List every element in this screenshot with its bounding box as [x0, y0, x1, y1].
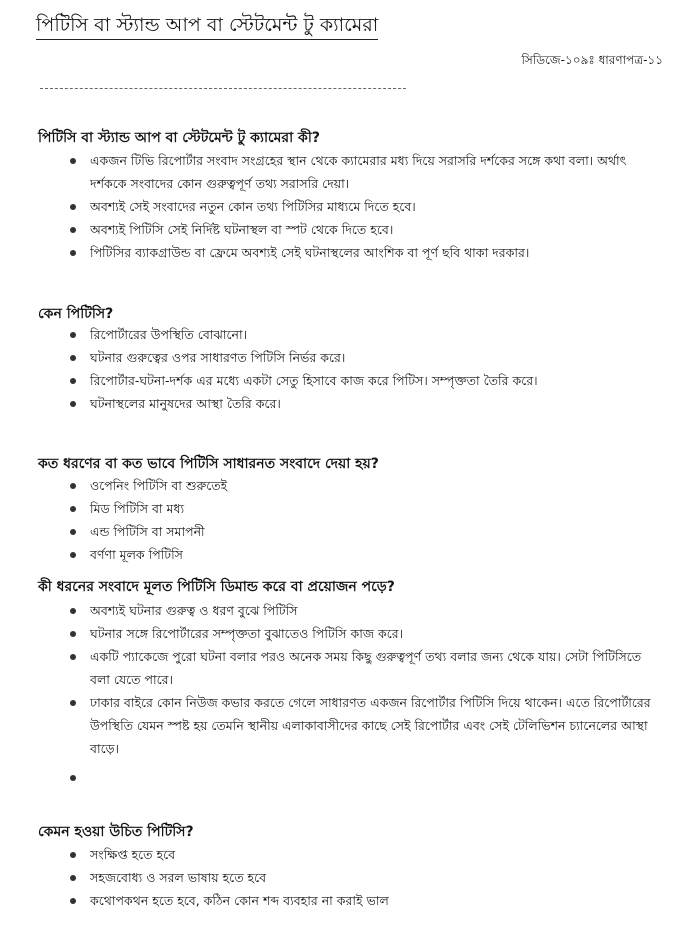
- section-list-types-of-ptc: [0, 474, 675, 566]
- list-item: পিটিসির ব্যাকগ্রাউন্ড বা ফ্রেমে অবশ্যই সেই ঘটনাস্থলের আংশিক বা পূর্ণ ছবি থাকা দরকার।: [0, 241, 675, 264]
- bullet-icon: [70, 631, 76, 637]
- list-item: [0, 766, 675, 789]
- section-heading-types-of-ptc: কত ধরণের বা কত ভাবে পিটিসি সাধারনত সংবাদে দেয়া হয়?: [38, 456, 379, 472]
- bullet-icon: [70, 552, 76, 558]
- document-reference: সিডিজে-১০৯ঃ ধারণাপত্র-১১: [521, 53, 663, 67]
- section-list-what-is-ptc: [0, 149, 675, 264]
- section-list-why-ptc: [0, 323, 675, 415]
- list-item: একজন টিভি রিপোর্টার সংবাদ সংগ্রহের স্থান থেকে ক্যামেরার মধ্য দিয়ে সরাসরি দর্শকের সঙ্গে কথা বলা। অর্থাৎ দর্শককে সংবাদের কোন গুরুত্বপূর্ণ তথ্য সরাসরি দেয়া।: [0, 149, 675, 195]
- document-title: পিটিসি বা স্ট্যান্ড আপ বা স্টেটমেন্ট টু ক্যামেরা: [36, 12, 378, 40]
- list-item: ঢাকার বাইরে কোন নিউজ কভার করতে গেলে সাধারণত একজন রিপোর্টার পিটিসি দিয়ে থাকেন। এতে রিপোর্টারের উপস্থিতি যেমন স্পষ্ট হয় তেমনি স্থানীয় এলাকাবাসীদের কাছে সেই রিপোর্টার এবং সেই টেলিভিশন চ্যানেলের আস্থা বাড়ে।: [0, 691, 675, 760]
- section-list-when-ptc-needed: [0, 599, 675, 789]
- section-list-ideal-ptc: [0, 843, 675, 912]
- bullet-icon: [70, 250, 76, 256]
- list-item: ঘটনার সঙ্গে রিপোর্টারের সম্পৃক্ততা বুঝাতেও পিটিসি কাজ করে।: [0, 622, 675, 645]
- bullet-icon: [70, 852, 76, 858]
- list-item: এন্ড পিটিসি বা সমাপনী: [0, 520, 675, 543]
- bullet-icon: [70, 401, 76, 407]
- list-item: কথোপকথন হতে হবে, কঠিন কোন শব্দ ব্যবহার না করাই ভাল: [0, 889, 675, 912]
- list-item: রিপোর্টারের উপস্থিতি বোঝানো।: [0, 323, 675, 346]
- list-item: সংক্ষিপ্ত হতে হবে: [0, 843, 675, 866]
- bullet-icon: [70, 775, 76, 781]
- list-item: ঘটনাস্থলের মানুষদের আস্থা তৈরি করে।: [0, 392, 675, 415]
- list-item: ওপেনিং পিটিসি বা শুরুতেই: [0, 474, 675, 497]
- section-heading-ideal-ptc: কেমন হওয়া উচিত পিটিসি?: [38, 824, 194, 840]
- bullet-icon: [70, 158, 76, 164]
- bullet-icon: [70, 700, 76, 706]
- section-heading-when-ptc-needed: কী ধরনের সংবাদে মূলত পিটিসি ডিমান্ড করে বা প্রয়োজন পড়ে?: [38, 579, 395, 595]
- list-item: অবশ্যই পিটিসি সেই নির্দিষ্ট ঘটনাস্থল বা স্পট থেকে দিতে হবে।: [0, 218, 675, 241]
- bullet-icon: [70, 875, 76, 881]
- bullet-icon: [70, 898, 76, 904]
- list-item: রিপোর্টার-ঘটনা-দর্শক এর মধ্যে একটা সেতু হিসাবে কাজ করে পিটিস। সম্পৃক্ততা তৈরি করে।: [0, 369, 675, 392]
- section-heading-what-is-ptc: পিটিসি বা স্ট্যান্ড আপ বা স্টেটমেন্ট টু ক্যামেরা কী?: [38, 130, 320, 146]
- list-item: বর্ণণা মূলক পিটিসি: [0, 543, 675, 566]
- bullet-icon: [70, 483, 76, 489]
- bullet-icon: [70, 355, 76, 361]
- list-item: সহজবোধ্য ও সরল ভাষায় হতে হবে: [0, 866, 675, 889]
- list-item: অবশ্যই ঘটনার গুরুত্ব ও ধরণ বুঝে পিটিসি: [0, 599, 675, 622]
- bullet-icon: [70, 227, 76, 233]
- bullet-icon: [70, 608, 76, 614]
- bullet-icon: [70, 654, 76, 660]
- list-item: ঘটনার গুরুত্বের ওপর সাধারণত পিটিসি নির্ভর করে।: [0, 346, 675, 369]
- bullet-icon: [70, 204, 76, 210]
- bullet-icon: [70, 529, 76, 535]
- list-item: অবশ্যই সেই সংবাদের নতুন কোন তথ্য পিটিসির মাধ্যমে দিতে হবে।: [0, 195, 675, 218]
- bullet-icon: [70, 332, 76, 338]
- divider: [40, 88, 406, 89]
- bullet-icon: [70, 506, 76, 512]
- bullet-icon: [70, 378, 76, 384]
- list-item: মিড পিটিসি বা মধ্য: [0, 497, 675, 520]
- section-heading-why-ptc: কেন পিটিসি?: [38, 306, 114, 322]
- list-item: একটি প্যাকেজে পুরো ঘটনা বলার পরও অনেক সময় কিছু গুরুত্বপূর্ণ তথ্য বলার জন্য থেকে যায়। সেটা পিটিসিতে বলা যেতে পারে।: [0, 645, 675, 691]
